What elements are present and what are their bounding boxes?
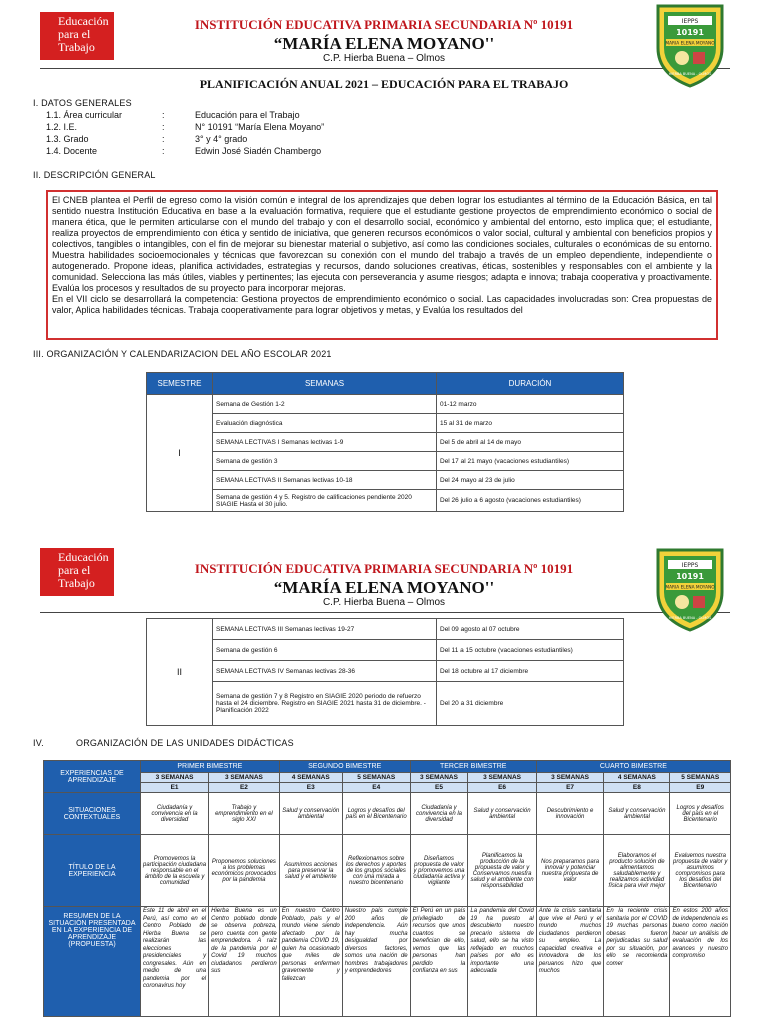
week-cell: SEMANA LECTIVAS III Semanas lectivas 19-27: [213, 619, 437, 640]
situacion-cell: Logros y desafíos del país en el Bicentenario: [670, 793, 731, 835]
experience-code: E3: [279, 783, 342, 793]
school-crest-icon: [654, 2, 726, 88]
experience-code: E8: [604, 783, 670, 793]
row-header-resumen: RESUMEN DE LA SITUACIÓN PRESENTADA EN LA EXPERIENCIA DE APRENDIZAJE (PROPUESTA): [44, 907, 141, 1017]
institution-title: INSTITUCIÓN EDUCATIVA PRIMARIA SECUNDARIA Nº 10191: [194, 17, 574, 32]
semanas-cell: 5 SEMANAS: [670, 773, 731, 783]
situacion-cell: Ciudadanía y convivencia en la diversidad: [141, 793, 209, 835]
semanas-cell: 3 SEMANAS: [410, 773, 468, 783]
semanas-cell: 5 SEMANAS: [342, 773, 410, 783]
school-name: “MARÍA ELENA MOYANO'': [273, 578, 495, 597]
experience-code: E4: [342, 783, 410, 793]
situacion-cell: Salud y conservación ambiental: [279, 793, 342, 835]
datos-value: N° 10191 “María Elena Moyano”: [195, 122, 325, 132]
datos-sep: :: [162, 134, 165, 144]
week-cell: Semana de Gestión 1-2: [213, 395, 437, 414]
situacion-cell: Salud y conservación ambiental: [604, 793, 670, 835]
situacion-cell: Ciudadanía y convivencia en la diversidad: [410, 793, 468, 835]
situacion-cell: Salud y conservación ambiental: [468, 793, 536, 835]
titulo-cell: Promovemos la participación ciudadana responsable en el ámbito de la escuela y comunidad: [141, 835, 209, 907]
corner-header: EXPERIENCIAS DE APRENDIZAJE: [44, 761, 141, 793]
school-place: C.P. Hierba Buena – Olmos: [322, 53, 446, 64]
school-crest-icon: [654, 546, 726, 632]
semester-cell: I: [147, 395, 213, 512]
svg-text:HIERBA BUENA - OLMOS: HIERBA BUENA - OLMOS: [668, 72, 712, 76]
resumen-cell: En la reciente crisis sanitaria por el COVID 19 muchas personas obesas fueron perjudicadas su salud por su situación, por ello se recomienda comer: [604, 907, 670, 1017]
duration-cell: 15 al 31 de marzo: [437, 414, 624, 433]
svg-text:MARIA ELENA MOYANO: MARIA ELENA MOYANO: [665, 585, 715, 591]
svg-text:10191: 10191: [676, 28, 704, 37]
school-place: C.P. Hierba Buena – Olmos: [322, 597, 446, 608]
resumen-cell: El Perú en un país privilegiado de recursos que unos cuantos se benefician de ello, vemos que las personas han perdido la confianza en sus: [410, 907, 468, 1017]
week-cell: SEMANA LECTIVAS II Semanas lectivas 10-18: [213, 471, 437, 490]
resumen-cell: Ante la crisis sanitaria que vive el Perú y el mundo muchos ciudadanos perdieron su empleo. La capacidad creativa e innovadora de los peruanos hizo que muchos: [536, 907, 604, 1017]
titulo-cell: Evaluemos nuestra propuesta de valor y asumimos compromisos para los desafíos del Bicentenario: [670, 835, 731, 907]
experience-code: E9: [670, 783, 731, 793]
experience-code: E6: [468, 783, 536, 793]
datos-key: 1.3. Grado: [46, 134, 89, 144]
section-unidades-heading: ORGANIZACIÓN DE LAS UNIDADES DIDÁCTICAS: [76, 738, 294, 748]
datos-key: 1.1. Área curricular: [46, 110, 123, 120]
duration-cell: Del 26 julio a 6 agosto (vacaciones estudiantiles): [437, 490, 624, 512]
unidades-table: [43, 760, 731, 1017]
situacion-cell: Descubrimiento e innovación: [536, 793, 604, 835]
titulo-cell: Diseñamos propuesta de valor y promovemos una ciudadanía activa y vigilante: [410, 835, 468, 907]
duration-cell: Del 09 agosto al 07 octubre: [437, 619, 624, 640]
situacion-cell: Logros y desafíos del país en el Bicentenario: [342, 793, 410, 835]
duration-cell: Del 17 al 21 mayo (vacaciones estudiantiles): [437, 452, 624, 471]
semanas-cell: 3 SEMANAS: [468, 773, 536, 783]
week-cell: SEMANA LECTIVAS IV Semanas lectivas 28-36: [213, 661, 437, 682]
bimestre-header: CUARTO BIMESTRE: [536, 761, 730, 773]
col-header: DURACIÓN: [437, 373, 624, 395]
week-cell: SEMANA LECTIVAS I Semanas lectivas 1-9: [213, 433, 437, 452]
duration-cell: Del 18 octubre al 17 diciembre: [437, 661, 624, 682]
school-name: “MARÍA ELENA MOYANO'': [273, 34, 495, 53]
header-rule: [40, 612, 730, 613]
description-paragraph: En el VII ciclo se desarrollará la competencia: Gestiona proyectos de emprendimiento económico o social. Las capacidades involucradas son: Crea propuestas de valor, Aplica habilidades técnicas. Trabaja cooperativamente para lograr objetivos y metas, y Evalúa los resultados del: [52, 294, 712, 315]
col-header: SEMANAS: [213, 373, 437, 395]
calendar-table-2: [146, 618, 624, 726]
bimestre-header: PRIMER BIMESTRE: [141, 761, 280, 773]
titulo-cell: Elaboramos el producto solución de alimentamos saludablemente y realizamos actividad física para vivir mejor: [604, 835, 670, 907]
experience-code: E1: [141, 783, 209, 793]
week-cell: Semana de gestión 7 y 8 Registro en SIAGIE 2020 periodo de refuerzo hasta el 24 diciembre. Registro en SIAGIE 2021 hasta 31 de diciembre. -Planificación 2022: [213, 682, 437, 726]
week-cell: Semana de gestión 3: [213, 452, 437, 471]
resumen-cell: Este 11 de abril en el Perú, así como en el Centro Poblado de Hierba Buena se realizarán las elecciones presidenciales y congresales. Aún en medio de una pandemia por el coronavirus hoy: [141, 907, 209, 1017]
titulo-cell: Proponemos soluciones a los problemas económicos provocados por la pandemia: [209, 835, 280, 907]
week-cell: Semana de gestión 6: [213, 640, 437, 661]
svg-text:IEPPS: IEPPS: [681, 562, 699, 569]
duration-cell: Del 20 a 31 diciembre: [437, 682, 624, 726]
svg-text:MARIA ELENA MOYANO: MARIA ELENA MOYANO: [665, 41, 715, 47]
duration-cell: 01-12 marzo: [437, 395, 624, 414]
section-unidades-number: IV.: [33, 738, 44, 748]
row-header-situaciones: SITUACIONES CONTEXTUALES: [44, 793, 141, 835]
row-header-titulo: TÍTULO DE LA EXPERIENCIA: [44, 835, 141, 907]
datos-value: 3° y 4° grado: [195, 134, 248, 144]
datos-value: Educación para el Trabajo: [195, 110, 300, 120]
datos-key: 1.4. Docente: [46, 146, 98, 156]
description-paragraph: El CNEB plantea el Perfil de egreso como la visión común e integral de los aprendizajes que deben lograr los estudiantes al término de la Educación Básica, en tal sentido nuestra Institución Educativa en base a la evaluación formativa, requiere que el estudiante gestione proyectos de emprendimiento económico o social de manera ética, que le permiten articularse con el mundo del trabajo y con el desarrollo social, económico y ambiental del entorno, esto implica que; el estudiante, realiza proyectos de emprendimiento con ética y sentido de iniciativa, que generen recursos económicos o valor social, cultural y ambiental con beneficios propios y colectivos, tangibles o intangibles, con el fin de mejorar su bienestar material o subjetivo, así como las condiciones sociales, culturales o económicas de su entorno. Muestra habilidades socioemocionales y técnicas que favorezcan su conexión con el mundo del trabajo a través de un empleo dependiente, independiente o autogenerado. Propone ideas, planifica actividades, estrategias y recursos, dando soluciones creativas, éticas, sostenibles y responsables con el ambiente y la comunidad. Selecciona las más útiles, viables y pertinentes; las ejecuta con perseverancia y asume riesgos; adapta e innova; trabaja cooperativa y proactivamente. Evalúa los procesos y resultados de su proyecto para incorporar mejoras.: [52, 195, 712, 293]
titulo-cell: Nos preparamos para innovar y potenciar nuestra propuesta de valor: [536, 835, 604, 907]
description-box: [46, 190, 718, 340]
experience-code: E2: [209, 783, 280, 793]
semanas-cell: 4 SEMANAS: [279, 773, 342, 783]
semanas-cell: 4 SEMANAS: [604, 773, 670, 783]
resumen-cell: Hierba Buena es un Centro poblado donde se observa pobreza, pero cuenta con gente emprendedora. A raíz de la pandemia por el Covid 19 muchos ciudadanos perdieron sus: [209, 907, 280, 1017]
semester-cell: II: [147, 619, 213, 726]
datos-sep: :: [162, 110, 165, 120]
datos-sep: :: [162, 146, 165, 156]
resumen-cell: En estos 200 años de independencia es bueno como nación hacer un análisis de evaluación de los avances y nuestro compromiso: [670, 907, 731, 1017]
section-calendar-heading: III. ORGANIZACIÓN Y CALENDARIZACION DEL AÑO ESCOLAR 2021: [33, 349, 332, 359]
bimestre-header: TERCER BIMESTRE: [410, 761, 536, 773]
header-rule: [40, 68, 730, 69]
bimestre-header: SEGUNDO BIMESTRE: [279, 761, 410, 773]
datos-sep: :: [162, 122, 165, 132]
duration-cell: Del 5 de abril al 14 de mayo: [437, 433, 624, 452]
situacion-cell: Trabajo y emprendimiento en el siglo XXI: [209, 793, 280, 835]
svg-text:10191: 10191: [676, 572, 704, 581]
datos-key: 1.2. I.E.: [46, 122, 78, 132]
semanas-cell: 3 SEMANAS: [141, 773, 209, 783]
experience-code: E5: [410, 783, 468, 793]
section-descripcion-heading: II. DESCRIPCIÓN GENERAL: [33, 170, 156, 180]
week-cell: Evaluación diagnóstica: [213, 414, 437, 433]
datos-value: Edwin José Siadén Chambergo: [195, 146, 322, 156]
plan-title: PLANIFICACIÓN ANUAL 2021 – EDUCACIÓN PARA EL TRABAJO: [199, 77, 569, 91]
area-badge: Educación para el Trabajo: [40, 548, 114, 596]
svg-text:IEPPS: IEPPS: [681, 18, 699, 25]
duration-cell: Del 11 a 15 octubre (vacaciones estudiantiles): [437, 640, 624, 661]
col-header: SEMESTRE: [147, 373, 213, 395]
section-datos-heading: I. DATOS GENERALES: [33, 98, 132, 108]
titulo-cell: Asumimos acciones para preservar la salud y el ambiente: [279, 835, 342, 907]
area-badge: Educación para el Trabajo: [40, 12, 114, 60]
duration-cell: Del 24 mayo al 23 de julio: [437, 471, 624, 490]
titulo-cell: Reflexionamos sobre los derechos y aportes de los grupos sociales con una mirada a nuestro bicentenario: [342, 835, 410, 907]
week-cell: Semana de gestión 4 y 5. Registro de calificaciones pendiente 2020 SIAGIE Hasta el 30 julio.: [213, 490, 437, 512]
institution-title: INSTITUCIÓN EDUCATIVA PRIMARIA SECUNDARIA Nº 10191: [194, 561, 574, 576]
experience-code: E7: [536, 783, 604, 793]
resumen-cell: La pandemia del Covid 19 ha puesto al descubierto nuestro precario sistema de salud, ello se ha visto reflejado en muchos países por ello es importante una adecuada: [468, 907, 536, 1017]
semanas-cell: 3 SEMANAS: [209, 773, 280, 783]
svg-text:HIERBA BUENA - OLMOS: HIERBA BUENA - OLMOS: [668, 616, 712, 620]
resumen-cell: Nuestro país cumple 200 años de independencia. Aún hay mucha desigualdad por diversos factores, somos una nación de hombres trabajadores y emprendedores: [342, 907, 410, 1017]
calendar-table-1: [146, 372, 624, 512]
semanas-cell: 3 SEMANAS: [536, 773, 604, 783]
resumen-cell: En nuestro Centro Poblado, país y el mundo viene siendo afectado por la pandemia COVID 19, quien ha ocasionado que miles de personas enfermen gravemente y fallezcan: [279, 907, 342, 1017]
titulo-cell: Planificamos la producción de la propuesta de valor y Conservamos nuestra salud y el ambiente con responsabilidad: [468, 835, 536, 907]
